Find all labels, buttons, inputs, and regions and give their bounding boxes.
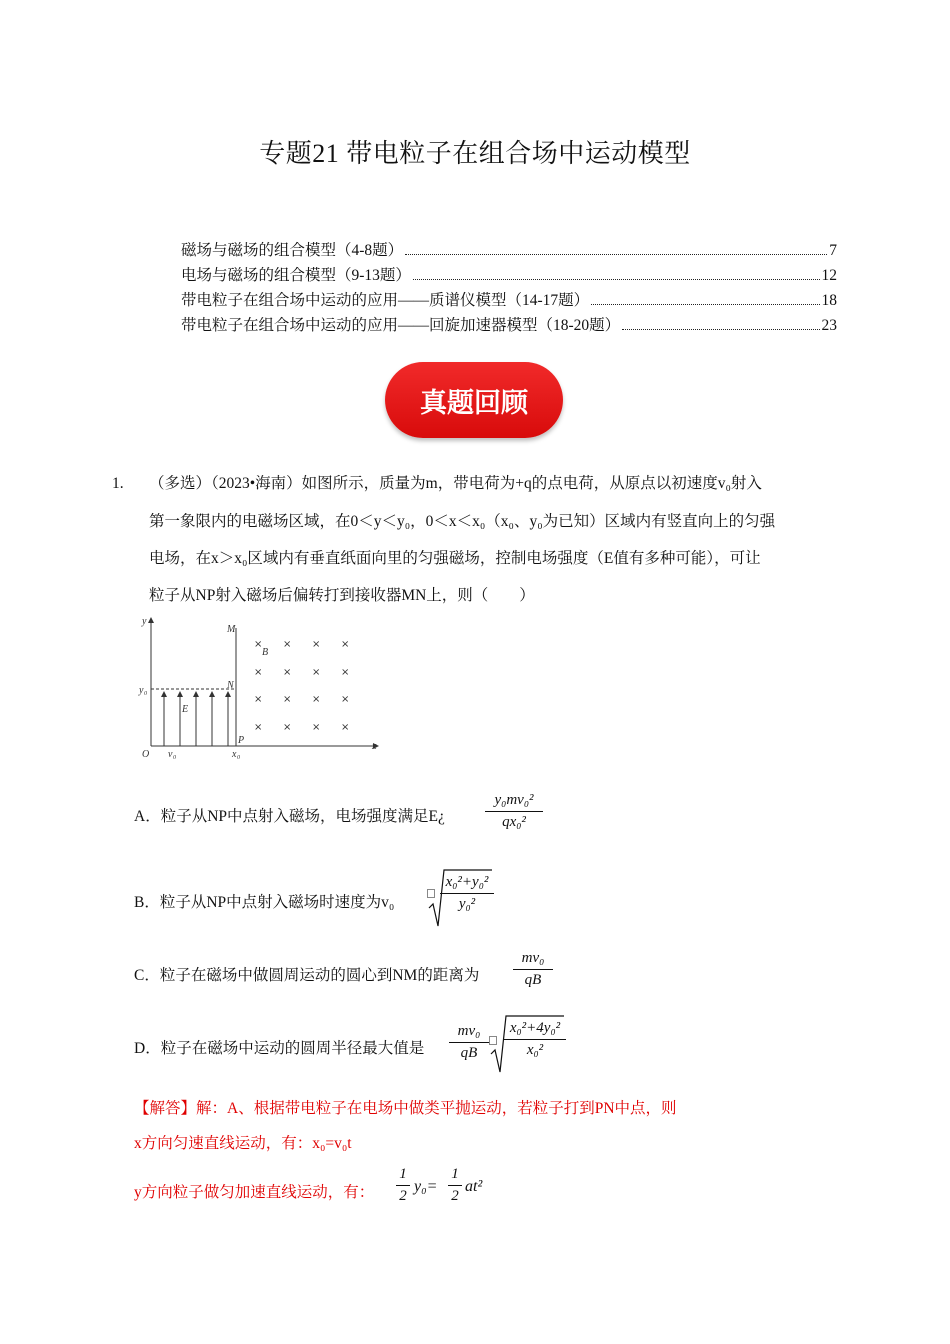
toc-item-label: 带电粒子在组合场中运动的应用——回旋加速器模型（18-20题） [181,317,621,334]
cross-mark: × [254,722,263,733]
field-diagram [128,612,388,762]
answer-text-1: 解：A、根据带电粒子在电场中做类平抛运动，若粒子打到PN中点，则 [196,1100,677,1117]
toc-leader [622,329,819,330]
toc-item[interactable] [181,313,837,338]
y0-subscript: 0 [144,691,147,697]
b-field-crosses [254,639,349,733]
toc-leader [413,279,820,280]
option-b-fraction [440,874,494,913]
option-c-numerator: mv₀ [521,950,545,966]
option-d-numerator-1: mv₀ [457,1023,481,1039]
b-field-label: B [262,647,269,658]
cross-mark: × [341,667,350,678]
option-b[interactable]: B．粒子从NP中点射入磁场时速度为v₀ [134,894,395,911]
page-title: 专题21 带电粒子在组合场中运动模型 [259,139,691,168]
cross-mark: × [283,667,292,678]
option-a[interactable]: A．粒子从NP中点射入磁场，电场强度满足E¿ [134,808,445,825]
answer-at2: at² [465,1178,483,1195]
option-d-denominator-2: x₀² [526,1042,544,1058]
section-badge: 真题回顾 [385,362,563,438]
cross-mark: × [254,667,263,678]
x0-subscript: 0 [237,755,240,761]
answer-line-2: x方向匀速直线运动，有：x₀=v₀t [134,1135,352,1152]
x-axis-label: x [372,741,377,752]
toc-item-page: 18 [821,292,837,309]
option-d[interactable]: D．粒子在磁场中运动的圆周半径最大值是 [134,1040,425,1057]
cross-mark: × [312,639,321,650]
x0-label: x [232,749,237,760]
option-d-fraction-1 [449,1023,489,1062]
table-of-contents [181,238,837,338]
cross-mark: × [283,694,292,705]
question-number: 1. [112,475,124,492]
point-p-label: P [238,735,245,746]
cross-mark: × [341,694,350,705]
v0-label: v [168,749,173,760]
option-a-denominator: qx₀² [502,814,526,830]
half-numerator: 1 [451,1166,459,1182]
point-m-label: M [227,624,236,635]
origin-label: O [142,749,150,760]
toc-item-page: 12 [821,267,837,284]
question-line-3: 电场，在x＞x₀区域内有垂直纸面向里的匀强磁场，控制电场强度（E值有多种可能），可让 [149,550,761,567]
cross-mark: × [341,722,350,733]
y0-label: y [139,685,144,696]
toc-item-page: 7 [829,242,837,259]
option-c-denominator: qB [524,972,542,988]
toc-leader [591,304,819,305]
answer-half-1 [396,1166,410,1205]
cross-mark: × [254,639,263,650]
toc-item[interactable] [181,288,837,313]
option-d-denominator-1: qB [460,1045,478,1061]
toc-leader [405,254,827,255]
option-a-fraction [485,792,543,831]
option-d-numerator-2: x₀²+4y₀² [509,1020,561,1036]
question-line-1: （多选）（2023•海南）如图所示，质量为m，带电荷为+q的点电荷，从原点以初速度v₀射入 [149,475,762,492]
question-line-4: 粒子从NP射入磁场后偏转打到接收器MN上，则（ ） [149,587,535,604]
toc-item-label: 电场与磁场的组合模型（9-13题） [181,267,411,284]
option-d-fraction-2 [504,1020,566,1059]
cross-mark: × [312,694,321,705]
cross-mark: × [254,694,263,705]
toc-item-label: 磁场与磁场的组合模型（4-8题） [181,242,404,259]
option-b-denominator: y₀² [458,896,476,912]
toc-item[interactable] [181,263,837,288]
option-b-numerator: x₀²+y₀² [445,874,489,890]
cross-mark: × [312,722,321,733]
option-c-fraction [513,950,553,989]
cross-mark: × [312,667,321,678]
option-c[interactable]: C．粒子在磁场中做圆周运动的圆心到NM的距离为 [134,967,480,984]
half-denominator: 2 [399,1188,407,1204]
toc-item-page: 23 [821,317,837,334]
answer-tag: 【解答】 [134,1100,197,1117]
v0-subscript: 0 [173,755,176,761]
toc-item[interactable] [181,238,837,263]
half-denominator: 2 [451,1188,459,1204]
answer-line-1 [134,1096,677,1118]
answer-line-3: y方向粒子做匀加速直线运动，有： [134,1184,375,1201]
e-field-label: E [182,704,189,715]
question-line-2: 第一象限内的电磁场区域，在0＜y＜y₀，0＜x＜x₀（x₀、y₀为已知）区域内有竖直向上的匀强 [149,513,776,530]
half-numerator: 1 [399,1166,407,1182]
answer-y0: y₀= [414,1178,438,1195]
point-n-label: N [227,680,234,691]
answer-half-2 [448,1166,462,1205]
toc-item-label: 带电粒子在组合场中运动的应用——质谱仪模型（14-17题） [181,292,590,309]
cross-mark: × [283,722,292,733]
y-axis-label: y [142,616,147,627]
cross-mark: × [283,639,292,650]
option-a-numerator: y₀mv₀² [494,792,534,808]
cross-mark: × [341,639,350,650]
